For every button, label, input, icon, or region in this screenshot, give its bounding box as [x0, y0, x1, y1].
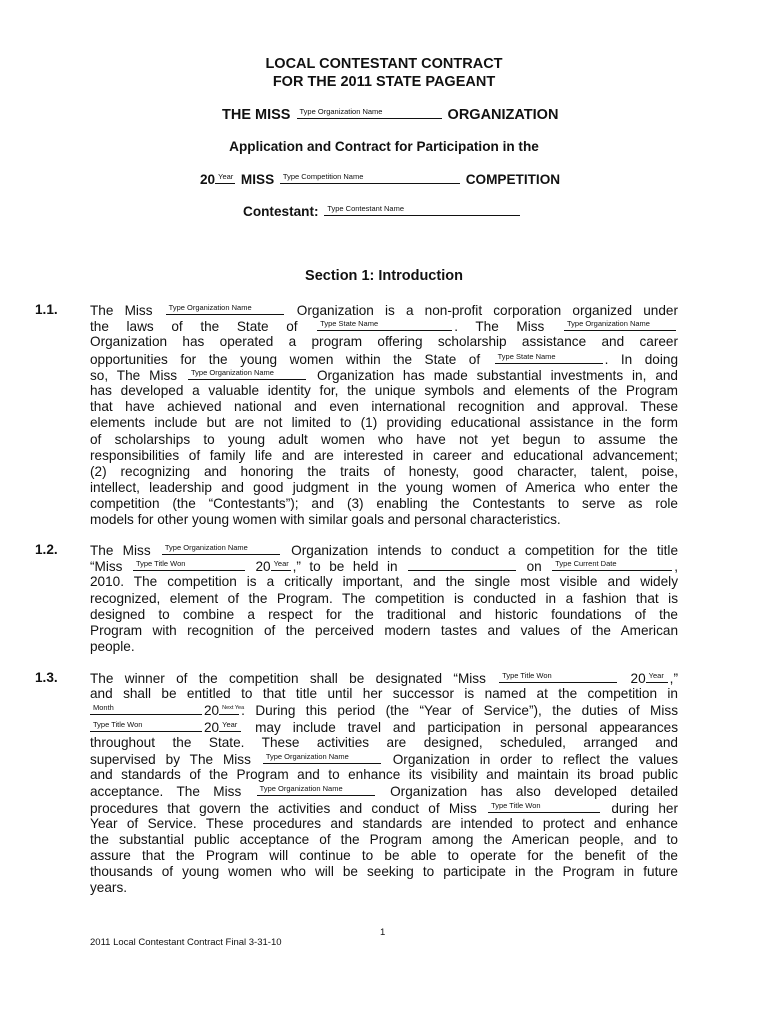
field-placeholder: Type Organization Name [299, 107, 383, 116]
organization-heading-line [222, 106, 558, 123]
application-line: Application and Contract for Participation in the [229, 139, 539, 154]
month-field[interactable]: Month [90, 702, 202, 715]
text-line: years. [90, 880, 128, 896]
text-line: and shall be entitled to that title until her successor is named at the competition in [90, 686, 678, 702]
text-line: that have achieved national and even international recognition and approval. These [90, 399, 678, 415]
text-line: The winner of the competition shall be designated “Miss Type Title Won 20 Year ,” [90, 671, 678, 686]
text-line: elements include but are not limited to (1) providing educational assistance in the form [90, 415, 678, 431]
title-won-field[interactable]: Type Title Won [133, 558, 245, 571]
section-heading: Section 1: Introduction [305, 268, 463, 284]
location-field[interactable] [408, 558, 516, 571]
field-placeholder: Type Competition Name [282, 172, 364, 181]
text-line: opportunities for the young women within the State of Type State Name . In doing [90, 351, 679, 367]
text-line: The Miss Type Organization Name Organization intends to conduct a competition for the title [90, 543, 679, 558]
text-line: thousands of young women who will be seeking to participate in the Program in future [90, 864, 678, 880]
competition-year-field[interactable] [215, 171, 235, 184]
contract-title-line-2: FOR THE 2011 STATE PAGEANT [272, 74, 496, 90]
year-field[interactable]: Year [271, 558, 291, 571]
text-line: Type Title Won 20 Year may include travel and participation in personal appearances [90, 719, 678, 735]
organization-name-field[interactable]: Type Organization Name [162, 542, 280, 555]
field-placeholder: Type Contestant Name [327, 204, 405, 213]
text-line: 2010. The competition is a critically important, and the single most visible and widely [90, 574, 678, 590]
text-line: The Miss Type Organization Name Organization is a non-profit corporation organized under [90, 303, 678, 318]
text-line: supervised by The Miss Type Organization Name Organization in order to reflect the values [90, 751, 679, 767]
competition-heading-line [200, 171, 560, 187]
state-name-field[interactable]: Type State Name [495, 351, 603, 364]
field-placeholder: Year [218, 172, 234, 181]
text-line: acceptance. The Miss Type Organization Name Organization has also developed detailed [90, 784, 679, 800]
text-line: so, The Miss Type Organization Name Organization has made substantial investments in, and [90, 367, 678, 383]
paragraph-number: 1.2. [35, 542, 58, 557]
organization-name-field[interactable] [297, 106, 442, 119]
competition-suffix: COMPETITION [465, 172, 561, 187]
current-date-field[interactable]: Type Current Date [552, 558, 672, 571]
contract-title-line-1: LOCAL CONTESTANT CONTRACT [265, 56, 503, 72]
state-name-field[interactable]: Type State Name [317, 318, 452, 331]
page-number: 1 [380, 927, 386, 938]
text-line: and standards of the Program and to enhance its visibility and maintain its broad public [90, 767, 678, 783]
text-line: of scholarships to young adult women who have not yet begun to assume the [90, 431, 678, 447]
text-line: throughout the State. These activities are designed, scheduled, arranged and [90, 734, 678, 750]
text-line: Month 20 Next Yea . During this period (the “Year of Service”), the duties of Miss [90, 702, 678, 718]
year-field[interactable]: Year [646, 670, 668, 683]
competition-miss-label: MISS [240, 172, 275, 187]
contestant-label: Contestant: [243, 204, 319, 219]
paragraph-1-1 [35, 302, 679, 529]
year-field[interactable]: Year [219, 719, 241, 732]
next-year-field[interactable]: Next Yea [219, 702, 239, 715]
title-won-field[interactable]: Type Title Won [488, 800, 600, 813]
text-line: Program with recognition of the perceived modern tastes and values of the American [90, 622, 678, 638]
text-line: Year of Service. These procedures and standards are intended to protect and enhance [90, 815, 678, 831]
org-heading-prefix: THE MISS [222, 107, 291, 123]
text-line: people. [90, 639, 135, 655]
text-line: the substantial public acceptance of the Program among the American people, and to [90, 831, 678, 847]
organization-name-field[interactable]: Type Organization Name [257, 783, 375, 796]
text-line: models for other young women with similar goals and personal characteristics. [90, 512, 561, 528]
text-line: intellect, leadership and good judgment in the young women of America who enter the [90, 480, 678, 496]
text-line: Organization has operated a program offering scholarship assistance and career [90, 334, 678, 350]
text-line: recognized, element of the Program. The competition is conducted in a fashion that is [90, 590, 678, 606]
paragraph-number: 1.3. [35, 670, 58, 685]
contestant-name-field[interactable] [324, 203, 520, 216]
text-line: assure that the Program will continue to be able to operate for the benefit of the [90, 848, 678, 864]
competition-name-field[interactable] [280, 171, 460, 184]
competition-year-prefix: 20 [200, 172, 216, 187]
paragraph-number: 1.1. [35, 302, 58, 317]
text-line: (2) recognizing and honoring the traits of honesty, good character, talent, poise, [90, 463, 678, 479]
footer-doc-label: 2011 Local Contestant Contract Final 3-31-10 [90, 937, 282, 948]
paragraph-1-3 [35, 670, 679, 897]
organization-name-field[interactable]: Type Organization Name [166, 302, 284, 315]
text-line: “Miss Type Title Won 20 Year ,” to be held in on Type Current Date , [90, 559, 679, 575]
text-line: designed to combine a respect for the traditional and historic foundations of the [90, 606, 678, 622]
organization-name-field[interactable]: Type Organization Name [188, 367, 306, 380]
text-line: has developed a valuable identity for, the unique symbols and elements of the Program [90, 382, 678, 398]
paragraph-1-2 [35, 542, 679, 655]
title-won-field[interactable]: Type Title Won [90, 719, 202, 732]
organization-name-field[interactable]: Type Organization Name [263, 751, 381, 764]
text-line: procedures that govern the activities and conduct of Miss Type Title Won during her [90, 800, 678, 816]
text-line: competition (the “Contestants”); and (3) enabling the Contestants to serve as role [90, 496, 678, 512]
org-heading-suffix: ORGANIZATION [447, 107, 559, 123]
contestant-line [243, 203, 522, 219]
organization-name-field[interactable]: Type Organization Name [564, 318, 676, 331]
text-line: responsibilities of family life and are interested in career and educational advancement; [90, 447, 678, 463]
text-line: the laws of the State of Type State Name . The Miss Type Organization Name [90, 318, 678, 334]
title-won-field[interactable]: Type Title Won [499, 670, 617, 683]
